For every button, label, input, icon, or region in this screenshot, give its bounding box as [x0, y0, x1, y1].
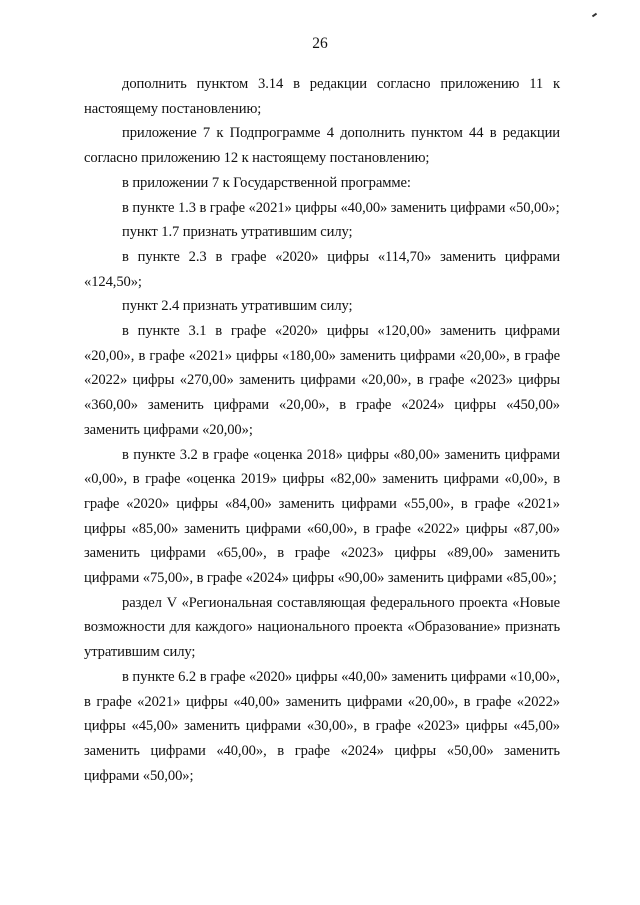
paragraph-appendix-7-state-program: в приложении 7 к Государственной программе: — [122, 174, 411, 191]
paragraph-item-6-2: в пункте 6.2 в графе «2020» цифры «40,00» заменить цифрами «10,00», в графе «2021» цифры «40,00» заменить цифрами «20,00», в графе «2022» цифры «45,00» заменить цифрами «30,00», в графе «2023» цифры «45,00» заменить цифрами «40,00», в графе «2024» цифры «50,00» заменить цифрами «50,00»; — [84, 668, 560, 784]
paragraph-item-3-2: в пункте 3.2 в графе «оценка 2018» цифры «80,00» заменить цифрами «0,00», в графе «оценка 2019» цифры «82,00» заменить цифрами «0,00», в графе «2020» цифры «84,00» заменить цифрами «55,00», в графе «2021» цифры «85,00» заменить цифрами «60,00», в графе «2022» цифры «87,00» заменить цифрами «65,00», в графе «2023» цифры «89,00» заменить цифрами «75,00», в графе «2024» цифры «90,00» заменить цифрами «85,00»; — [84, 446, 560, 587]
paragraph-appendix-7-subprogram-4: приложение 7 к Подпрограмме 4 дополнить пунктом 44 в редакции согласно приложению 12 к настоящему постановлению; — [84, 125, 560, 167]
paragraph-item-2-3: в пункте 2.3 в графе «2020» цифры «114,70» заменить цифрами «124,50»; — [84, 248, 560, 290]
paragraph-item-2-4: пункт 2.4 признать утратившим силу; — [122, 298, 353, 315]
document-body — [84, 72, 560, 788]
paragraph-add-item-3-14: дополнить пунктом 3.14 в редакции согласно приложению 11 к настоящему постановлению; — [84, 76, 560, 117]
paragraph-item-1-7: пункт 1.7 признать утратившим силу; — [122, 224, 353, 241]
scan-artifact-mark — [592, 13, 597, 18]
paragraph-item-1-3: в пункте 1.3 в графе «2021» цифры «40,00» заменить цифрами «50,00»; — [122, 199, 560, 216]
paragraph-section-v: раздел V «Региональная составляющая федерального проекта «Новые возможности для каждого» национального проекта «Образование» признать утратившим силу; — [84, 594, 560, 661]
paragraph-item-3-1: в пункте 3.1 в графе «2020» цифры «120,00» заменить цифрами «20,00», в графе «2021» цифры «180,00» заменить цифрами «20,00», в графе «2022» цифры «270,00» заменить цифрами «20,00», в графе «2023» цифры «360,00» заменить цифрами «20,00», в графе «2024» цифры «450,00» заменить цифрами «20,00»; — [84, 323, 560, 438]
page-number: 26 — [312, 35, 328, 52]
